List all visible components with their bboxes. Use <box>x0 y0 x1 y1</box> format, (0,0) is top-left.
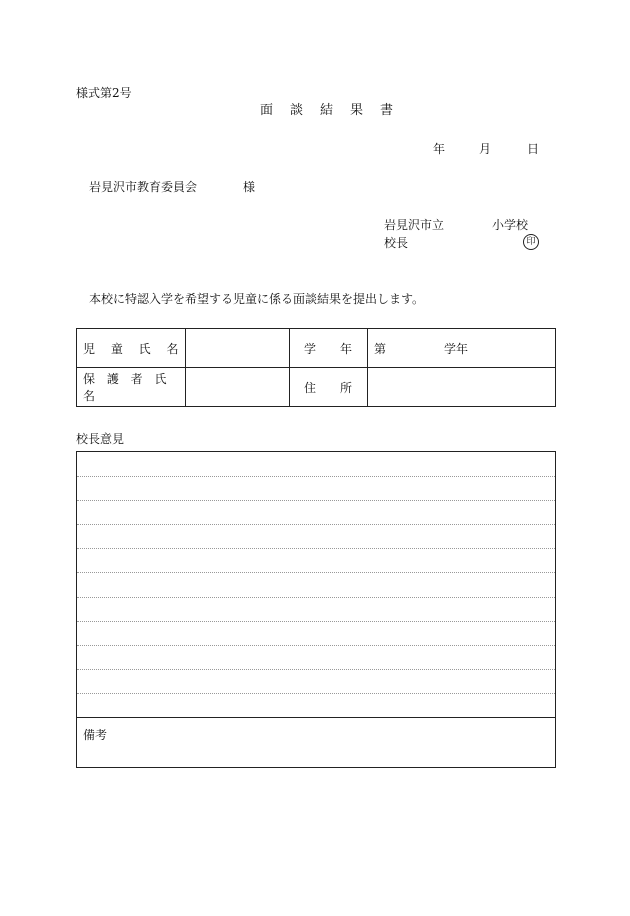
seal-mark: 印 <box>523 234 539 250</box>
date-day: 日 <box>527 142 540 156</box>
ruled-line <box>77 669 555 670</box>
ruled-line <box>77 693 555 694</box>
ruled-line <box>77 621 555 622</box>
date-year: 年 <box>433 142 446 156</box>
child-name-label: 児 童 氏 名 <box>77 329 186 368</box>
school-type: 小学校 <box>492 218 529 232</box>
document-title: 面 談 結 果 書 <box>260 103 396 118</box>
ruled-line <box>77 524 555 525</box>
address-field[interactable] <box>368 368 556 407</box>
addressee: 岩見沢市教育委員会 <box>89 180 198 194</box>
form-number: 様式第2号 <box>76 86 132 100</box>
grade-suffix: 学年 <box>444 341 469 356</box>
principal-opinion-box[interactable] <box>76 451 556 718</box>
address-label: 住 所 <box>290 368 368 407</box>
child-name-field[interactable] <box>186 329 290 368</box>
ruled-line <box>77 597 555 598</box>
date-month: 月 <box>479 142 492 156</box>
student-info-table <box>76 328 556 407</box>
ruled-line <box>77 645 555 646</box>
grade-label: 学 年 <box>290 329 368 368</box>
table-row <box>77 368 556 407</box>
table-row <box>77 329 556 368</box>
remarks-box[interactable] <box>76 717 556 768</box>
statement: 本校に特認入学を希望する児童に係る面談結果を提出します。 <box>89 292 425 306</box>
guardian-name-label: 保 護 者 氏 名 <box>77 368 186 407</box>
school-city: 岩見沢市立 <box>384 218 445 232</box>
grade-prefix: 第 <box>374 341 387 356</box>
guardian-name-field[interactable] <box>186 368 290 407</box>
principal-label: 校長 <box>384 236 409 250</box>
principal-opinion-label: 校長意見 <box>76 432 125 446</box>
remarks-label: 備考 <box>83 728 108 742</box>
honorific: 様 <box>243 180 256 194</box>
ruled-line <box>77 476 555 477</box>
ruled-line <box>77 548 555 549</box>
grade-field[interactable] <box>368 329 556 368</box>
ruled-line <box>77 572 555 573</box>
ruled-line <box>77 500 555 501</box>
